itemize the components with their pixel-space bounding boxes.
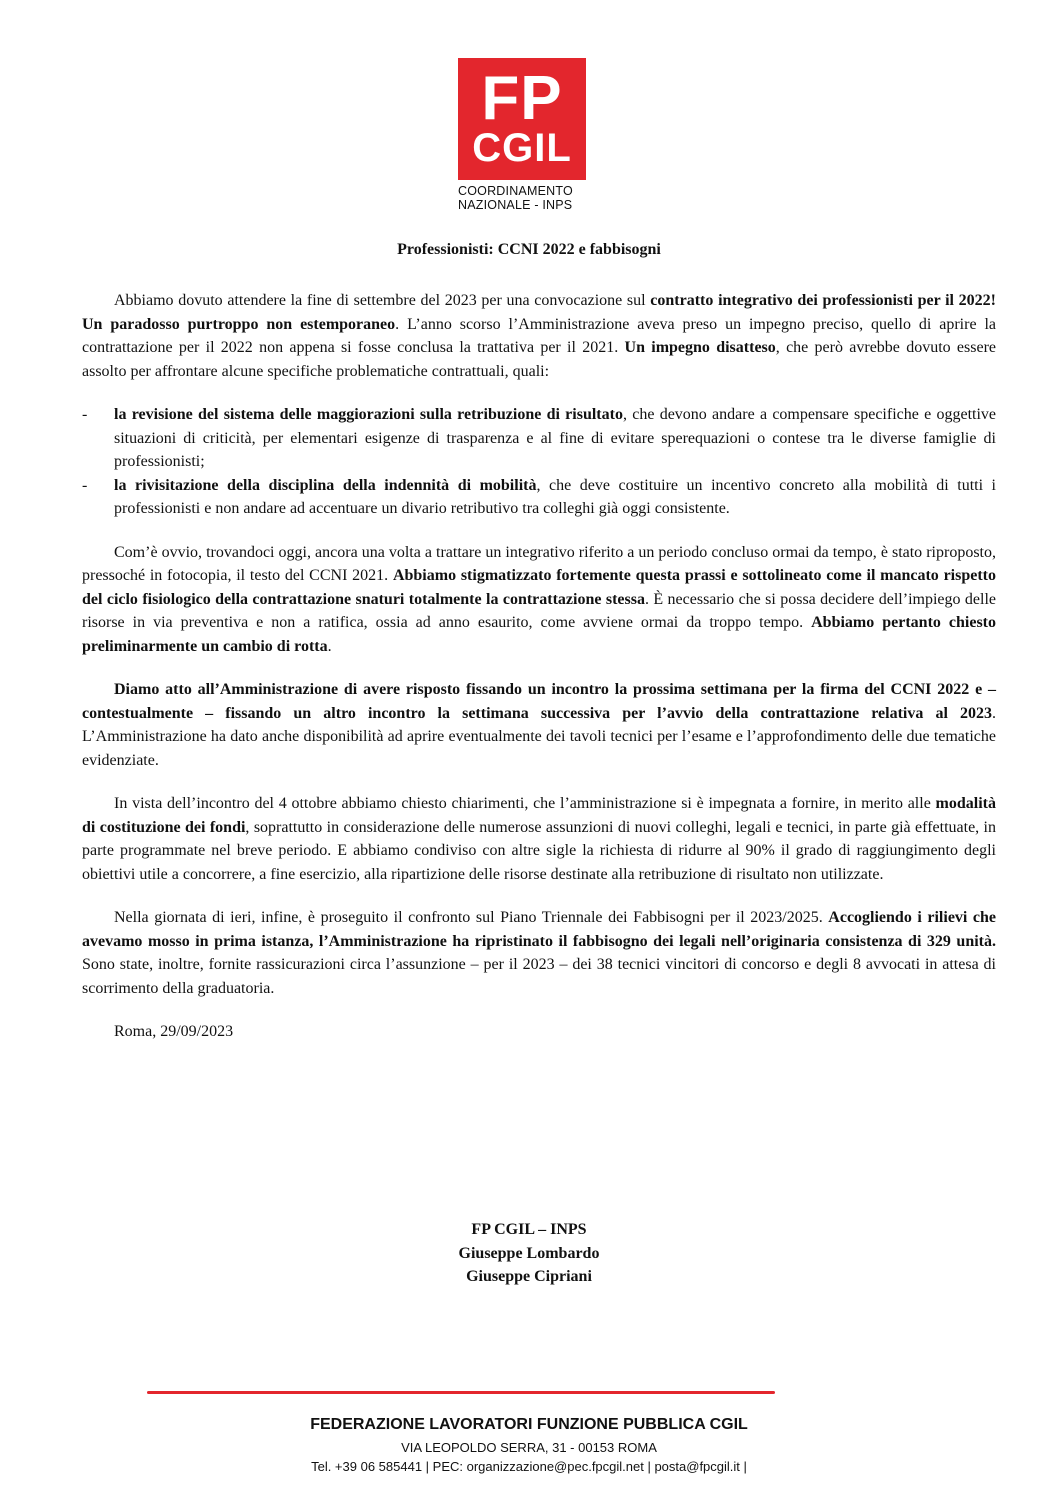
document-date: Roma, 29/09/2023 [114,1023,234,1040]
list-item [82,403,996,474]
paragraph-4 [82,792,996,886]
p3-text-b: . L’Amministrazione ha dato anche disponibilità ad aprire eventualmente dei tavoli tecnici per l’esame e l’approfondimento delle due tematiche evidenziate. [82,704,996,769]
p1-text-c: . L’anno scorso l’Amministrazione aveva preso un impegno preciso, quello di aprire la contrattazione per il 2022 non appena si fosse conclusa la trattativa per il 2021. [82,315,997,356]
p5-text-a: Nella giornata di ieri, infine, è proseguito il confronto sul Piano Triennale dei Fabbisogni per il 2023/2025. [114,909,829,926]
fp-cgil-logo [458,58,600,212]
list-item-bold: la rivisitazione della disciplina della indennità di mobilità [114,476,537,494]
paragraph-3 [82,678,996,772]
paragraph-5 [82,906,996,1000]
document-body [82,289,996,1064]
issues-list [82,403,996,521]
document-title: Professionisti: CCNI 2022 e fabbisogni [397,241,661,258]
footer-address: VIA LEOPOLDO SERRA, 31 - 00153 ROMA [401,1440,657,1455]
footer-org: FEDERAZIONE LAVORATORI FUNZIONE PUBBLICA CGIL [310,1416,748,1433]
logo-cgil-text: CGIL [472,126,572,170]
p1-bold-d: Un impegno disatteso [624,339,776,356]
logo-fp-text: FP [481,64,563,133]
p2-text-c: . È necessario che si possa decidere dell’impiego delle risorse in via preventiva e non a ratifica, ossia ad anno esaurito, come avviene ormai da troppo tempo. [82,590,996,631]
list-item [82,474,996,521]
logo-subtitle-line2: NAZIONALE - INPS [458,198,573,212]
footer [0,1414,1058,1476]
logo-subtitle [458,184,600,212]
p5-bold-b: Accogliendo i rilievi che avevamo mosso in prima istanza, l’Amministrazione ha ripristinato il fabbisogno dei legali nell’originaria consistenza di 329 unità. [82,909,997,950]
list-item-text: , che deve costituire un incentivo concreto alla mobilità di tutti i professionisti e non andare ad accentuare un divario retributivo tra colleghi già oggi consistente. [114,476,997,517]
p1-text-a: Abbiamo dovuto attendere la fine di settembre del 2023 per una convocazione sul [114,292,651,309]
p3-bold-a: Diamo atto all’Amministrazione di avere risposto fissando un incontro la prossima settimana per la firma del CCNI 2022 e – contestualmente – fissando un altro incontro la settimana successiva per l’avvio della contrattazione relativa al 2023 [82,681,996,722]
p2-bold-d: Abbiamo pertanto chiesto preliminarmente un cambio di rotta [82,614,996,655]
signature-org: FP CGIL – INPS [471,1221,587,1238]
list-dash: - [82,406,88,423]
list-item-bold: la revisione del sistema delle maggiorazioni sulla retribuzione di risultato [114,406,623,423]
p5-text-c: Sono state, inoltre, fornite rassicurazioni circa l’assunzione – per il 2023 – dei 38 tecnici vincitori di concorso e degli 8 avvocati in attesa di scorrimento della graduatoria. [82,956,996,997]
paragraph-2 [82,541,996,659]
paragraph-1 [82,289,996,383]
logo-subtitle-line1: COORDINAMENTO [458,184,573,198]
footer-contacts: Tel. +39 06 585441 | PEC: organizzazione@pec.fpcgil.net | posta@fpcgil.it | [311,1459,747,1474]
p2-bold-b: Abbiamo stigmatizzato fortemente questa prassi e sottolineato come il mancato rispetto del ciclo fisiologico della contrattazione snaturi totalmente la contrattazione stessa [82,567,996,608]
footer-divider [147,1391,775,1394]
signature-name-2: Giuseppe Cipriani [466,1268,592,1285]
p4-text-a: In vista dell’incontro del 4 ottobre abbiamo chiesto chiarimenti, che l’amministrazione si è impegnata a fornire, in merito alle [114,795,936,812]
p2-text-a: Com’è ovvio, trovandoci oggi, ancora una volta a trattare un integrativo riferito a un periodo concluso ormai da tempo, è stato riproposto, pressoché in fotocopia, il testo del CCNI 2021. [82,543,996,584]
signature-block [0,1218,1058,1289]
logo-red-box [458,58,586,180]
list-item-text: , che devono andare a compensare specifiche e oggettive situazioni di criticità, per elementari esigenze di trasparenza e al fine di evitare sperequazioni o contese tra le diverse famiglie di professionisti; [114,406,997,470]
p4-text-c: , soprattutto in considerazione delle numerose assunzioni di nuovi colleghi, legali e tecnici, in parte già effettuate, in parte programmate nel breve periodo. E abbiamo condiviso con altre sigle la richiesta di ridurre al 90% il grado di raggiungimento degli obiettivi utile a concorrere, a fine esercizio, alla ripartizione delle risorse destinate alla retribuzione di risultato non utilizzate. [82,818,997,883]
p1-text-e: , che però avrebbe dovuto essere assolto per affrontare alcune specifiche problematiche contrattuali, quali: [82,339,997,380]
p1-bold-b: contratto integrativo dei professionisti per il 2022! Un paradosso purtroppo non estemporaneo [82,292,997,333]
p4-bold-b: modalità di costituzione dei fondi [82,795,996,836]
p2-text-e: . [327,637,332,655]
list-dash: - [82,476,88,494]
signature-name-1: Giuseppe Lombardo [458,1244,600,1262]
